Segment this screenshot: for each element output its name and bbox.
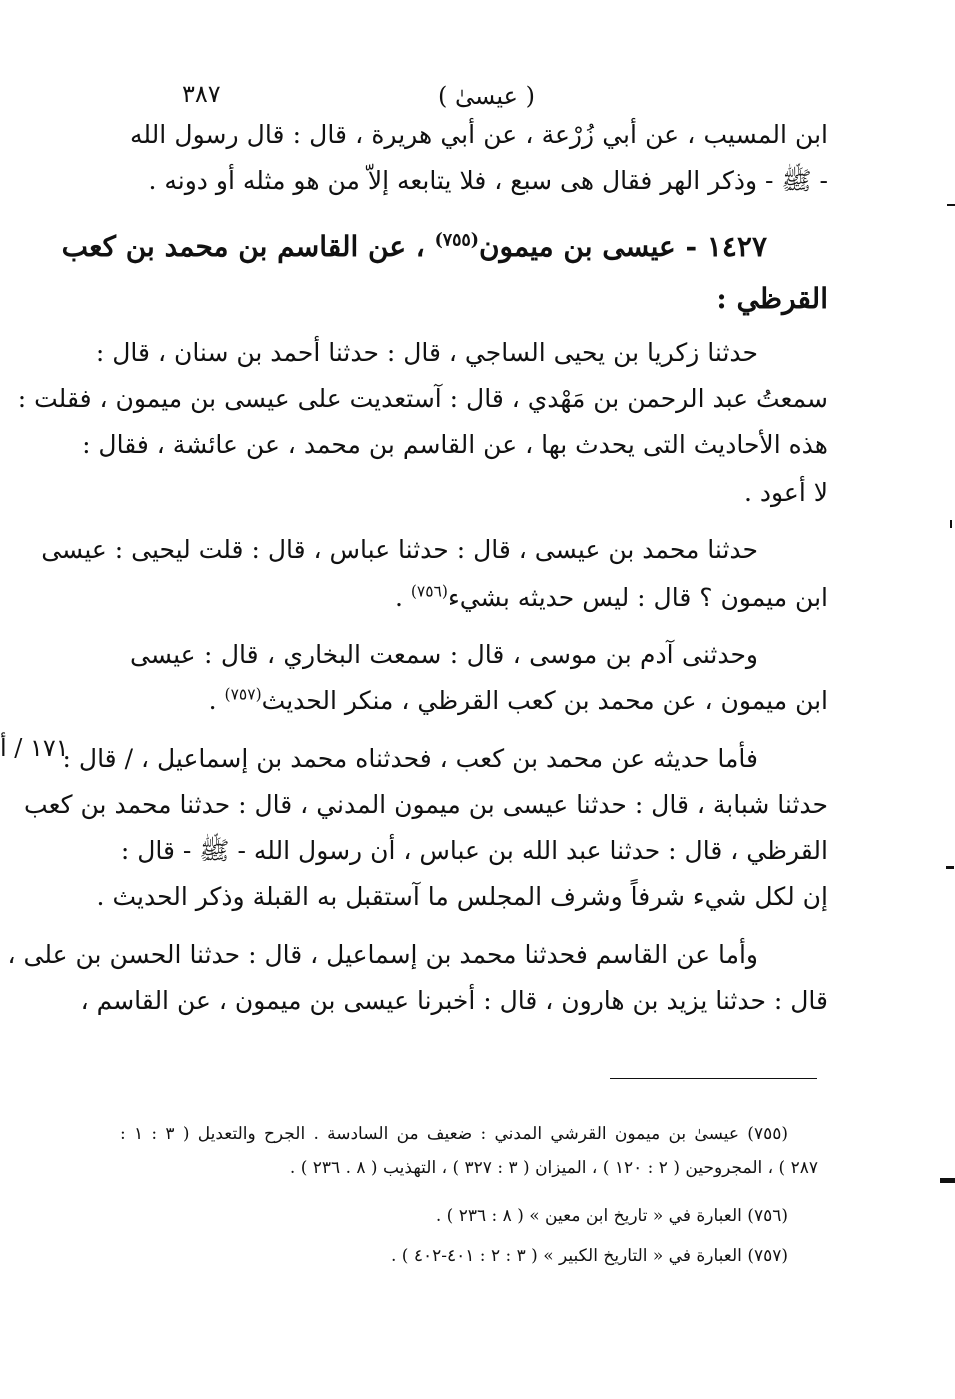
footnote-separator [610,1078,817,1079]
footnote-ref-757: (٧٥٧) [224,685,262,704]
para-2-end: . [394,583,411,612]
para-1-line-1: حدثنا زكريا بن يحيى الساجي ، قال : حدثنا أحمد بن سنان ، قال : [95,338,758,367]
para-5-line-1: وأما عن القاسم فحدثنا محمد بن إسماعيل ، قال : حدثنا الحسن بن على ، [7,940,758,969]
entry-1426-line-1: ابن المسيب ، عن أبي زُرْعة ، عن أبي هريرة ، قال : قال رسول الله [130,120,828,149]
margin-folio-note: ١٧١ / أ [0,734,69,762]
entry-heading-part-2: ، عن القاسم بن محمد بن كعب [61,230,435,263]
para-4-line-3: القرظي ، قال : حدثنا عبد الله بن عباس ، أن رسول الله - ﷺ - قال : [120,836,828,865]
para-5-line-2: قال : حدثنا يزيد بن هارون ، قال : أخبرنا عيسى بن ميمون ، عن القاسم ، [80,986,828,1015]
entry-heading-part-1: ١٤٢٧ - عيسى بن ميمون [478,230,767,263]
footnote-ref-755: (٧٥٥) [434,230,479,251]
footnote-755-line-2: ٢٨٧ ) ، المجروحين ( ٢ : ١٢٠ ) ، الميزان ( ٣ : ٣٢٧ ) ، التهذيب ( ٨ . ٢٣٦ ) . [289,1158,818,1178]
entry-heading-line-1 [61,230,767,264]
para-3-end: . [208,686,225,715]
entry-1426-line-2: - ﷺ - وذكر الهر فقال هى سبع ، فلا يتابعه إلاّ من هو مثله أو دونه . [148,166,828,195]
para-3-text: ابن ميمون ، عن محمد بن كعب القرظي ، منكر الحديث [261,686,828,715]
running-title: ( عيسىٰ ) [438,82,535,110]
footnote-755-line-1: (٧٥٥) عيسىٰ بن ميمون القرشي المدني : ضعيف من السادسة . الجرح والتعديل ( ٣ : ١ : [120,1124,788,1144]
para-1-line-4: لا أعود . [743,478,828,507]
footnote-757: (٧٥٧) العبارة في « التاريخ الكبير » ( ٣ : ٢ : ٤٠١-٤٠٢ ) . [390,1246,788,1266]
edge-mark [946,866,954,869]
para-1-line-3: هذه الأحاديث التى يحدث بها ، عن القاسم بن محمد ، عن عائشة ، فقال : [82,430,828,459]
para-4-line-2: حدثنا شبابة ، قال : حدثنا عيسى بن ميمون المدني ، قال : حدثنا محمد بن كعب [24,790,828,819]
edge-mark [947,204,955,206]
para-2-line-1: حدثنا محمد بن عيسى ، قال : حدثنا عباس ، قال : قلت ليحيى : عيسى [41,535,758,564]
footnote-ref-756: (٧٥٦) [410,582,448,601]
footnote-756: (٧٥٦) العبارة في « تاريخ ابن معين » ( ٨ : ٢٣٦ ) . [435,1206,788,1226]
para-2-line-2 [395,583,828,613]
para-3-line-2 [209,686,828,716]
edge-mark [940,1178,955,1183]
entry-heading-line-2: القرظي : [716,282,828,315]
page-number: ٣٨٧ [182,80,221,108]
para-2-text: ابن ميمون ؟ قال : ليس حديثه بشيء [447,583,828,612]
edge-mark [950,520,952,528]
para-4-line-1: فأما حديثه عن محمد بن كعب ، فحدثناه محمد بن إسماعيل ، / قال : [62,744,758,773]
para-4-line-4: إن لكل شيء شرفاً وشرف المجلس ما آستقبل به القبلة وذكر الحديث . [96,882,828,911]
para-3-line-1: وحدثنى آدم بن موسى ، قال : سمعت البخاري ، قال : عيسى [130,640,758,669]
para-1-line-2: سمعتُ عبد الرحمن بن مَهْدي ، قال : آستعديت على عيسى بن ميمون ، فقلت : [17,384,828,413]
